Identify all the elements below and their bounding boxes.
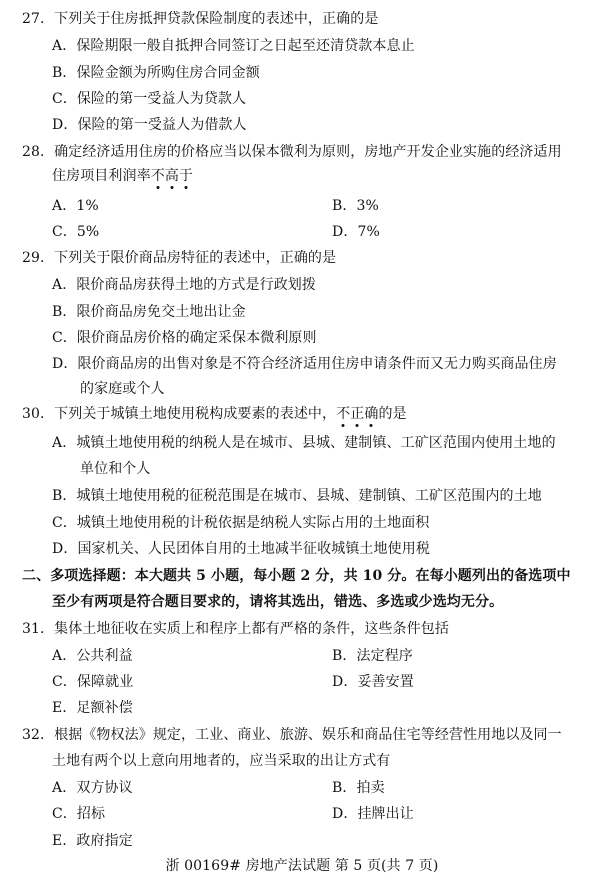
q30-option-a: A．城镇土地使用税的纳税人是在城市、县城、建制镇、工矿区范围内使用土地的 [52, 435, 556, 451]
q28-option-a: A．1% [52, 198, 99, 214]
emphasis-mark: 于 [179, 168, 193, 184]
q32-option-a: A．双方协议 [52, 780, 133, 796]
q28-option-c: C．5% [52, 224, 100, 240]
q28-option-b: B．3% [332, 198, 379, 214]
q29-option-b: B．限价商品房免交土地出让金 [52, 304, 246, 320]
q27-option-c: C．保险的第一受益人为贷款人 [52, 91, 247, 107]
emphasis-mark: 正 [350, 406, 364, 422]
q30-option-c: C．城镇土地使用税的计税依据是纳税人实际占用的土地面积 [52, 515, 430, 531]
q32-option-d: D．挂牌出让 [332, 806, 414, 822]
q31-option-a: A．公共利益 [52, 648, 133, 664]
question-32-stem-line2: 土地有两个以上意向用地者的，应当采取的出让方式有 [52, 753, 391, 769]
q31-option-e: E．足额补偿 [52, 700, 133, 716]
q31-option-d: D．妥善安置 [332, 674, 414, 690]
emphasis-mark: 高 [165, 168, 179, 184]
q30-option-b: B．城镇土地使用税的征税范围是在城市、县城、建制镇、工矿区范围内的土地 [52, 488, 542, 504]
q31-option-b: B．法定程序 [332, 648, 413, 664]
page-footer: 浙 00169# 房地产法试题 第 5 页(共 7 页) [165, 858, 439, 874]
q29-option-d-cont: 的家庭或个人 [80, 381, 165, 397]
q27-option-d: D．保险的第一受益人为借款人 [52, 117, 247, 133]
question-27-stem: 27．下列关于住房抵押贷款保险制度的表述中，正确的是 [22, 11, 379, 27]
q32-option-e: E．政府指定 [52, 833, 133, 849]
emphasis-mark: 不 [151, 168, 165, 184]
question-30-stem: 30．下列关于城镇土地使用税构成要素的表述中，不 正 确 的是 [22, 405, 407, 423]
q28-option-d: D．7% [332, 224, 380, 240]
emphasis-mark: 不 [336, 406, 350, 422]
q29-option-c: C．限价商品房价格的确定采保本微利原则 [52, 330, 317, 346]
q27-option-b: B．保险金额为所购住房合同金额 [52, 65, 260, 81]
q30-option-a-cont: 单位和个人 [80, 461, 151, 477]
question-28-stem: 28．确定经济适用住房的价格应当以保本微利为原则，房地产开发企业实施的经济适用 [22, 144, 562, 160]
question-31-stem: 31．集体土地征收在实质上和程序上都有严格的条件，这些条件包括 [22, 621, 449, 637]
q29-option-d: D．限价商品房的出售对象是不符合经济适用住房申请条件而又无力购买商品住房 [52, 356, 557, 372]
section-2-instructions: 至少有两项是符合题目要求的，请将其选出，错选、多选或少选均无分。 [52, 594, 504, 610]
q30-option-d: D．国家机关、人民团体自用的土地减半征收城镇土地使用税 [52, 541, 430, 557]
q29-option-a: A．限价商品房获得土地的方式是行政划拨 [52, 277, 317, 293]
q27-option-a: A．保险期限一般自抵押合同签订之日起至还清贷款本息止 [52, 38, 415, 54]
question-28-stem-line2: 住房项目利润率不 高 于 [52, 167, 193, 185]
q32-option-b: B．拍卖 [332, 780, 385, 796]
q32-option-c: C．招标 [52, 806, 106, 822]
emphasis-mark: 确 [364, 406, 378, 422]
section-2-heading: 二、多项选择题：本大题共 5 小题，每小题 2 分，共 10 分。在每小题列出的备选项中 [22, 568, 571, 584]
question-29-stem: 29．下列关于限价商品房特征的表述中，正确的是 [22, 250, 337, 266]
question-32-stem: 32．根据《物权法》规定，工业、商业、旅游、娱乐和商品住宅等经营性用地以及同一 [22, 727, 562, 743]
q31-option-c: C．保障就业 [52, 674, 134, 690]
